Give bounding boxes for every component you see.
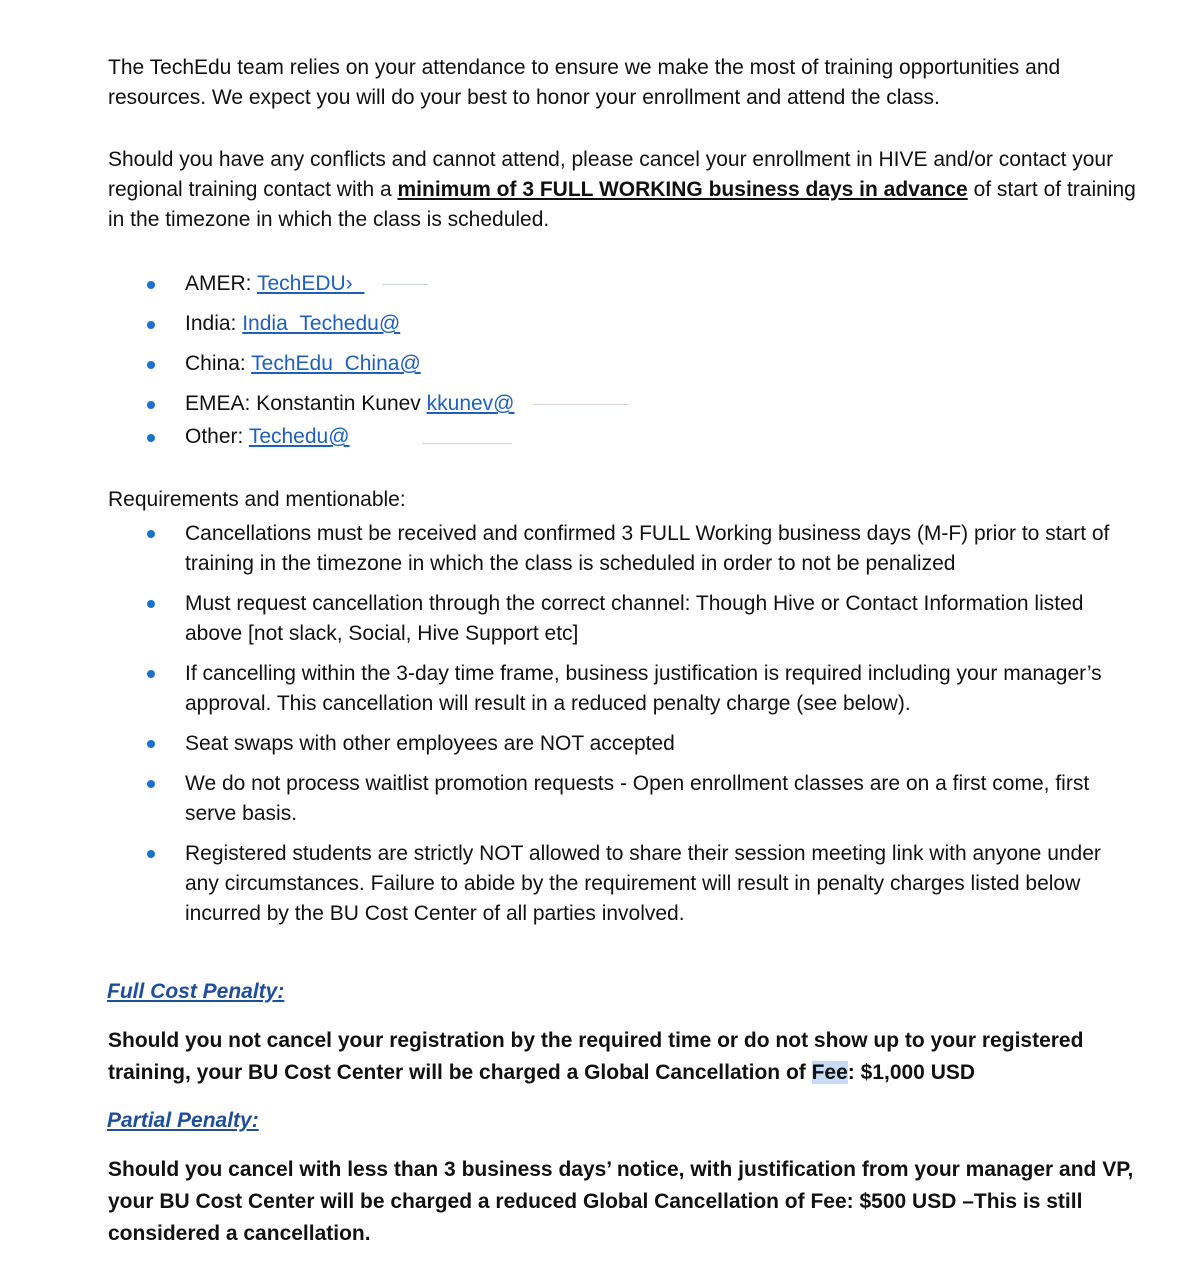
bullet-icon [147, 361, 155, 369]
requirement-item: Cancellations must be received and confirmed 3 FULL Working business days (M-F) prior to start of training in the timezone in which the class is scheduled in order to not be penalized [185, 522, 1110, 575]
bullet-icon [147, 670, 155, 678]
full-penalty-text-end: : $1,000 USD [847, 1061, 976, 1084]
redacted-line [422, 443, 512, 444]
full-penalty-text-start: Should you not cancel your registration by the required time or do not show up to your registered training, your BU Cost Center will be charged a Global Cancellation of [108, 1029, 1084, 1084]
requirement-item: If cancelling within the 3-day time frame, business justification is required including your manager’s approval. This cancellation will result in a reduced penalty charge (see below). [185, 662, 1102, 715]
cancellation-text-start: Should you have any conflicts and cannot attend, please cancel your enrollment in HIVE and/or contact your regional training contact with a [108, 148, 1114, 201]
contact-label: China: [185, 352, 252, 375]
contact-item-emea [185, 389, 1115, 419]
cancellation-text-end: of start of training in the timezone in which the class is scheduled. [108, 178, 1136, 231]
bullet-icon [147, 850, 155, 858]
bullet-icon [147, 401, 155, 409]
bullet-icon [147, 600, 155, 608]
requirement-item: We do not process waitlist promotion requests - Open enrollment classes are on a first come, first serve basis. [185, 772, 1090, 825]
intro-paragraph: The TechEdu team relies on your attendance to ensure we make the most of training opportunities and resources. We expect you will do your best to honor your enrollment and attend the class. [108, 56, 1061, 109]
contact-email-link[interactable]: TechEdu_China@ [251, 352, 421, 375]
contact-item-amer [185, 269, 1115, 299]
bullet-icon [147, 530, 155, 538]
bullet-icon [147, 281, 155, 289]
contact-label: AMER: [185, 272, 257, 295]
contact-item-other [185, 422, 1115, 452]
full-cost-penalty-heading: Full Cost Penalty: [107, 980, 285, 1003]
partial-penalty-heading: Partial Penalty: [107, 1109, 259, 1132]
bullet-icon [147, 434, 155, 442]
contact-email-link[interactable]: India_Techedu@ [242, 312, 401, 335]
bullet-icon [147, 780, 155, 788]
contact-label: Other: [185, 425, 249, 448]
requirement-item: Must request cancellation through the correct channel: Though Hive or Contact Information listed above [not slack, Social, Hive Support etc] [185, 592, 1084, 645]
bullet-icon [147, 321, 155, 329]
advance-notice-emphasis: minimum of 3 FULL WORKING business days in advance [397, 178, 968, 201]
requirements-heading: Requirements and mentionable: [108, 488, 406, 511]
redacted-line [382, 284, 428, 285]
requirement-item: Seat swaps with other employees are NOT accepted [185, 732, 675, 755]
contact-item-china [185, 349, 1115, 379]
full-cost-penalty-text [108, 1025, 1148, 1089]
contact-item-india [185, 309, 1115, 339]
requirement-item: Registered students are strictly NOT allowed to share their session meeting link with anyone under any circumstances. Failure to abide by the requirement will result in penalty charges listed below incurred by the BU Cost Center of all parties involved. [185, 842, 1101, 925]
redacted-line [533, 404, 629, 405]
bullet-icon [147, 740, 155, 748]
contact-label: EMEA: Konstantin Kunev [185, 392, 427, 415]
contact-email-link[interactable]: TechEDU›_ [256, 272, 365, 295]
contact-label: India: [185, 312, 243, 335]
contact-email-link[interactable]: kkunev@ [426, 392, 515, 415]
contact-email-link[interactable]: Techedu@ [248, 425, 350, 448]
highlighted-fee: Fee [811, 1061, 848, 1084]
cancellation-paragraph [108, 145, 1138, 235]
partial-penalty-text: Should you cancel with less than 3 business days’ notice, with justification from your manager and VP, your BU Cost Center will be charged a reduced Global Cancellation of Fee: $500 USD –This is still considered a cancellation. [108, 1158, 1134, 1245]
